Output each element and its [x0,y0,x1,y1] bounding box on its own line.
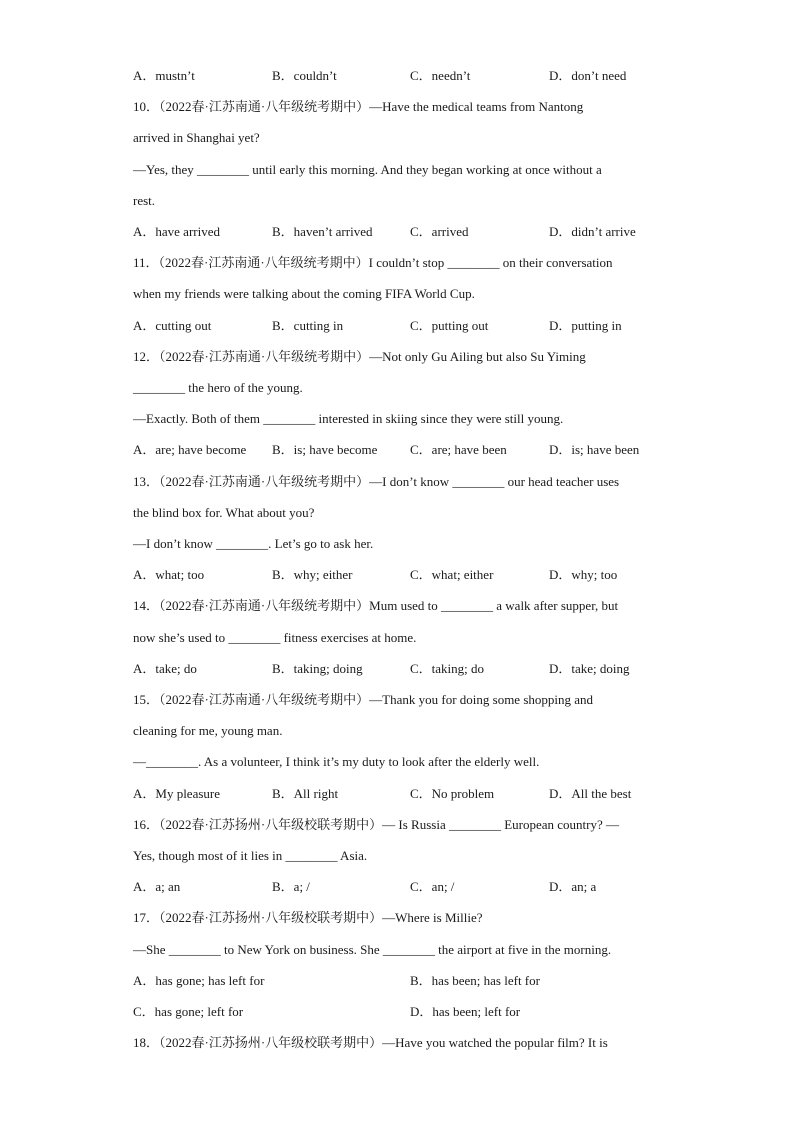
answer-options-row [133,566,693,584]
answer-option: C．has gone; left for [133,1004,244,1019]
answer-option: B．All right [272,786,339,801]
answer-option: C．taking; do [410,661,485,676]
answer-option: B．a; / [272,879,310,894]
answer-option: C．what; either [410,567,494,582]
text-line: 13．（2022春·江苏南通·八年级统考期中）—I don’t know ________ our head teacher uses [133,474,620,489]
text-line: the blind box for. What about you? [133,505,315,520]
answer-option: A．mustn’t [133,68,195,83]
answer-option: C．putting out [410,318,489,333]
answer-option: D．didn’t arrive [549,224,636,239]
answer-options-row [133,223,693,241]
text-line: 15．（2022春·江苏南通·八年级统考期中）—Thank you for doing some shopping and [133,692,594,707]
text-line: rest. [133,193,156,208]
answer-option: A．a; an [133,879,181,894]
answer-option: D．putting in [549,318,622,333]
answer-options-row [133,785,693,803]
text-line: 16．（2022春·江苏扬州·八年级校联考期中）— Is Russia ________ European country? — [133,817,620,832]
answer-options-row [133,660,693,678]
answer-option: D．don’t need [549,68,627,83]
answer-option: C．needn’t [410,68,471,83]
text-line: —I don’t know ________. Let’s go to ask her. [133,536,374,551]
answer-option: A．My pleasure [133,786,221,801]
answer-option: C．are; have been [410,442,507,457]
answer-option: C．arrived [410,224,469,239]
text-line: arrived in Shanghai yet? [133,130,260,145]
text-line: 17．（2022春·江苏扬州·八年级校联考期中）—Where is Millie? [133,910,483,925]
answer-option: A．have arrived [133,224,220,239]
text-line: when my friends were talking about the coming FIFA World Cup. [133,286,475,301]
text-line: —________. As a volunteer, I think it’s my duty to look after the elderly well. [133,754,540,769]
answer-option: B．why; either [272,567,353,582]
answer-options-row [133,972,693,990]
answer-option: D．All the best [549,786,632,801]
answer-option: A．take; do [133,661,197,676]
answer-options-row [133,1003,693,1021]
answer-option: B．taking; doing [272,661,363,676]
text-line: 10．（2022春·江苏南通·八年级统考期中）—Have the medical teams from Nantong [133,99,584,114]
answer-options-row [133,317,693,335]
answer-option: C．an; / [410,879,455,894]
answer-option: D．is; have been [549,442,640,457]
answer-option: A．has gone; has left for [133,973,265,988]
answer-option: B．has been; has left for [410,973,540,988]
text-line: now she’s used to ________ fitness exercises at home. [133,630,417,645]
answer-option: B．couldn’t [272,68,337,83]
text-line: 18．（2022春·江苏扬州·八年级校联考期中）—Have you watched the popular film? It is [133,1035,608,1050]
answer-option: D．take; doing [549,661,630,676]
answer-option: D．has been; left for [410,1004,521,1019]
text-line: 14．（2022春·江苏南通·八年级统考期中）Mum used to ________ a walk after supper, but [133,598,619,613]
text-line: Yes, though most of it lies in ________ Asia. [133,848,368,863]
answer-options-row [133,878,693,896]
answer-option: A．what; too [133,567,205,582]
answer-option: D．why; too [549,567,618,582]
answer-option: B．is; have become [272,442,378,457]
text-line: —She ________ to New York on business. She ________ the airport at five in the morning. [133,942,612,957]
text-line: 12．（2022春·江苏南通·八年级统考期中）—Not only Gu Ailing but also Su Yiming [133,349,586,364]
answer-option: C．No problem [410,786,495,801]
text-line: —Exactly. Both of them ________ interested in skiing since they were still young. [133,411,564,426]
text-line: cleaning for me, young man. [133,723,283,738]
answer-option: A．cutting out [133,318,212,333]
answer-option: B．haven’t arrived [272,224,373,239]
answer-options-row [133,441,693,459]
answer-option: A．are; have become [133,442,247,457]
answer-options-row [133,67,693,85]
answer-option: D．an; a [549,879,597,894]
text-line: —Yes, they ________ until early this morning. And they began working at once without a [133,162,602,177]
text-line: ________ the hero of the young. [133,380,303,395]
answer-option: B．cutting in [272,318,344,333]
text-line: 11．（2022春·江苏南通·八年级统考期中）I couldn’t stop ________ on their conversation [133,255,613,270]
